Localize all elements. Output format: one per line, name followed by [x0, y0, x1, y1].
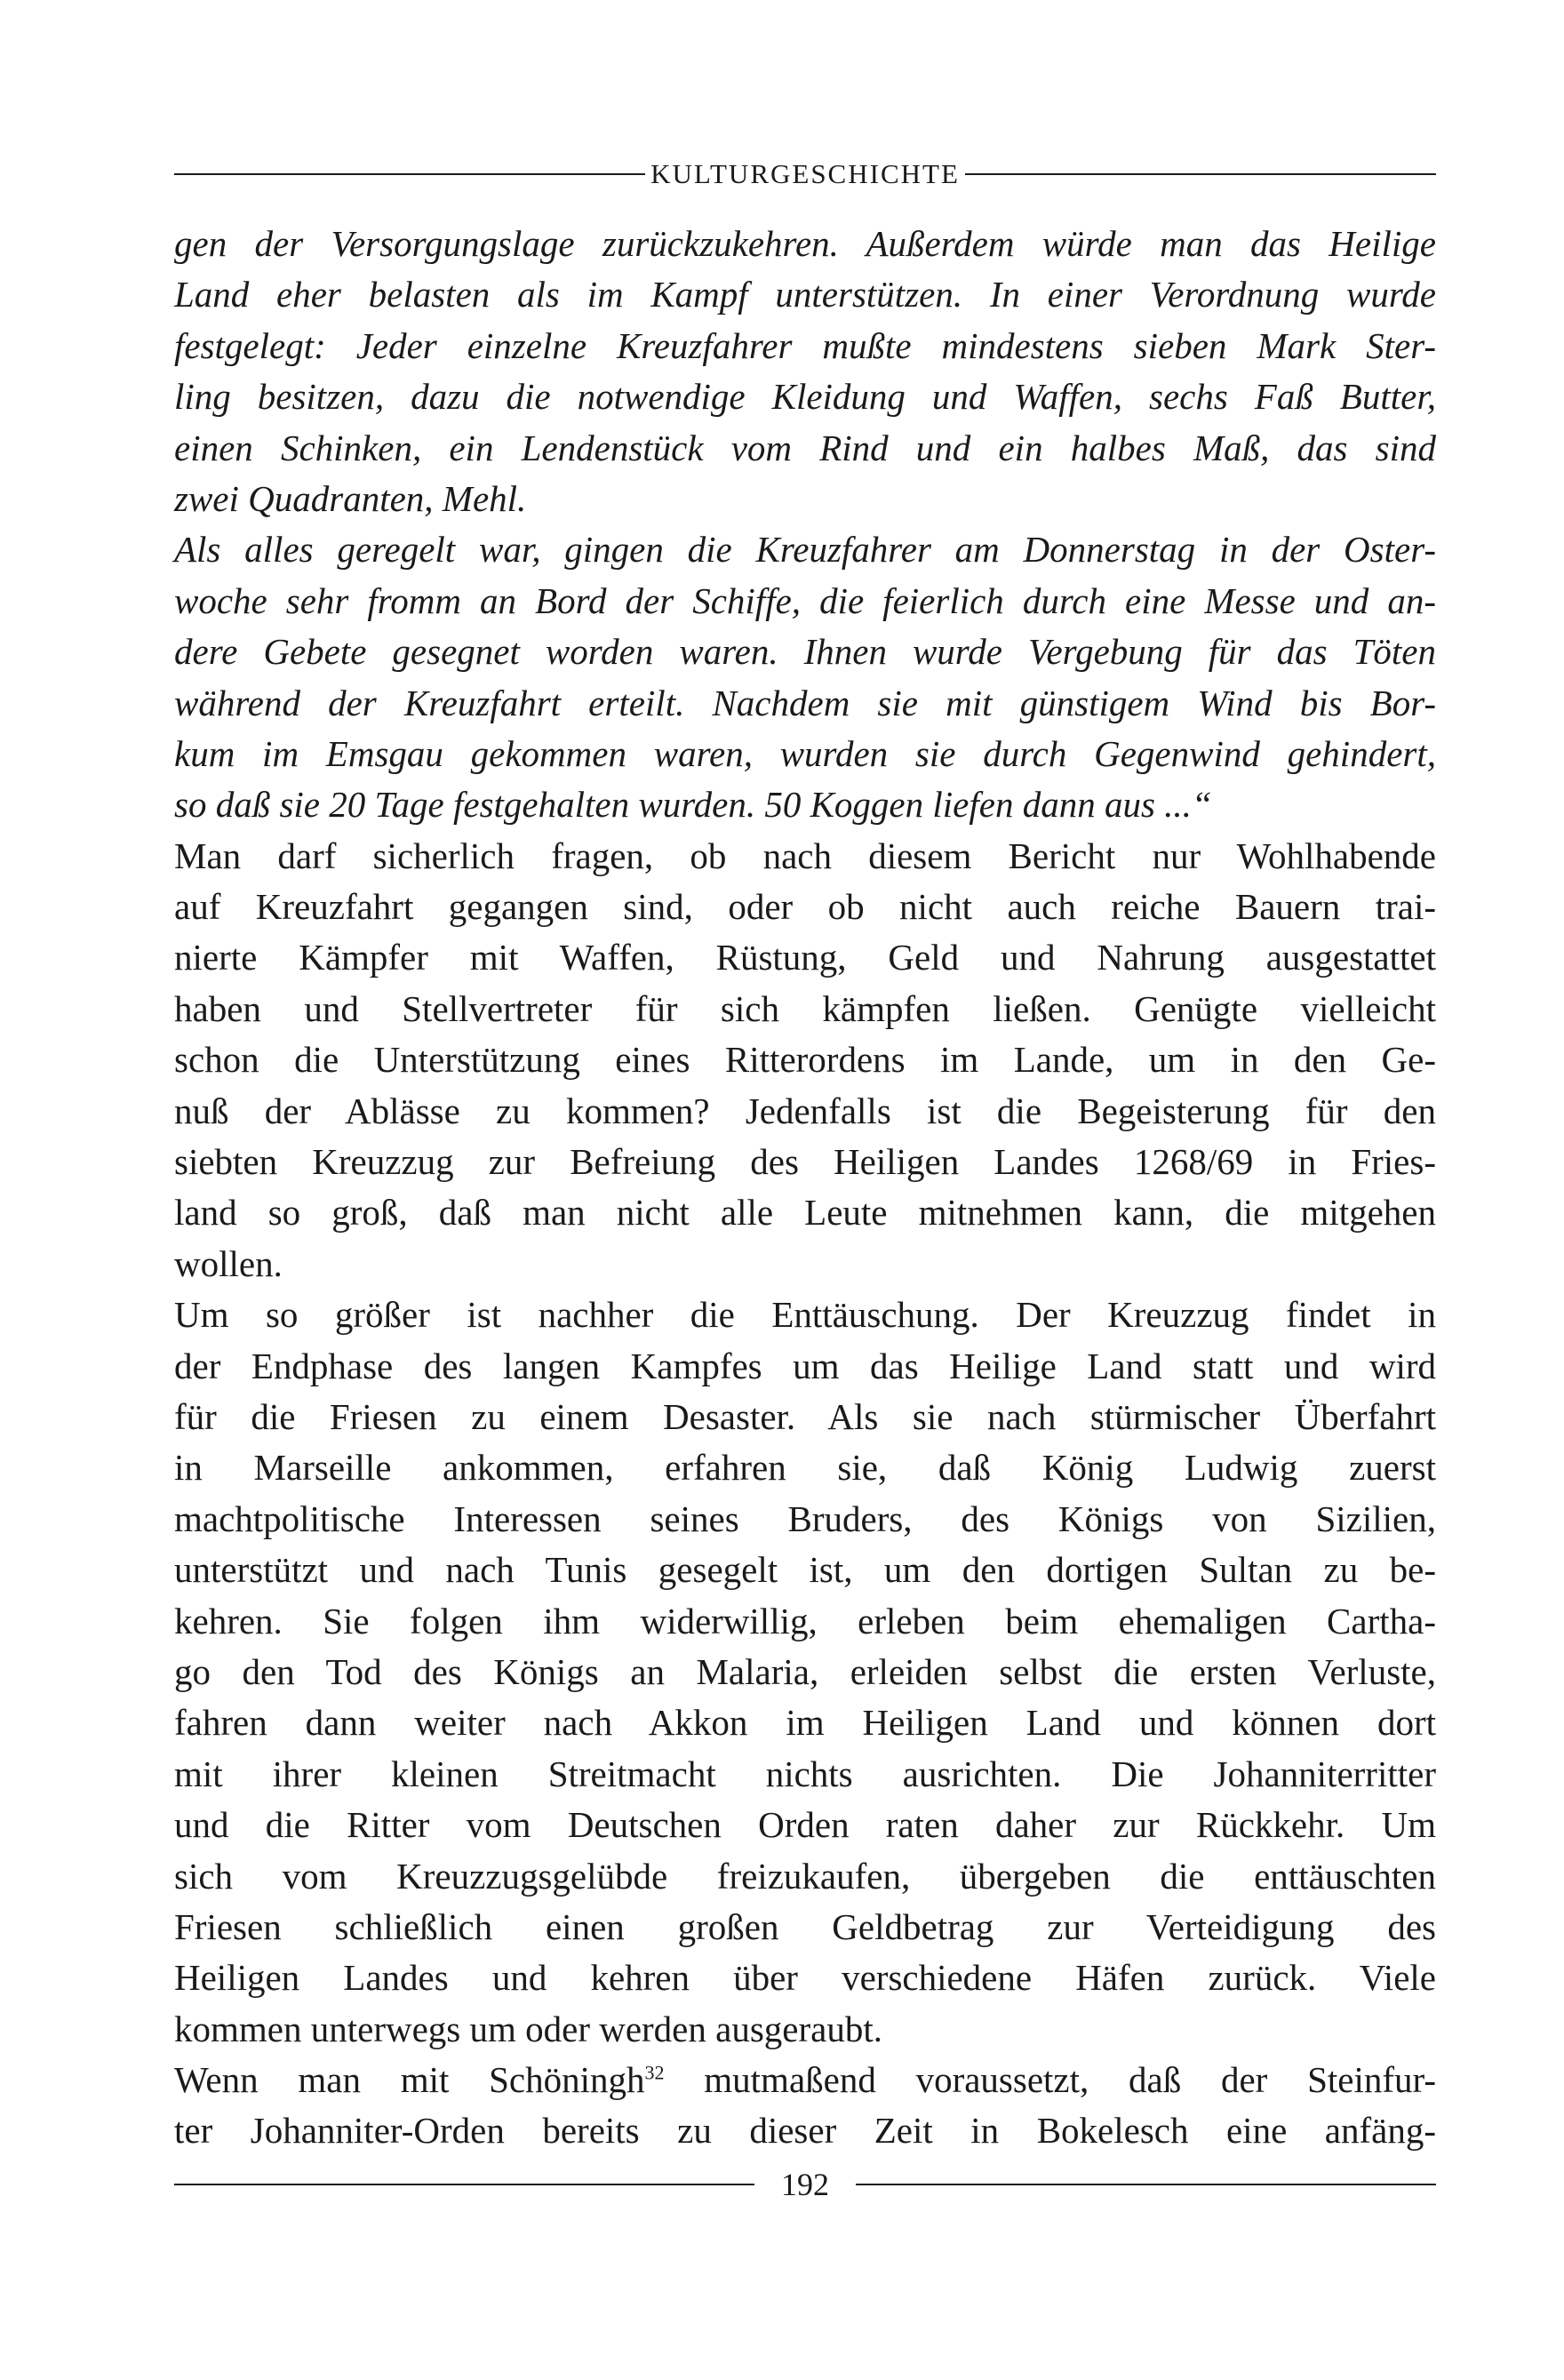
- quote-line: festgelegt: Jeder einzelne Kreuzfahrer mußte mindestens sieben Mark Ster-: [174, 324, 1436, 366]
- body-line: mit ihrer kleinen Streitmacht nichts ausrichten. Die Johanniterritter: [174, 1753, 1436, 1794]
- page-number: 192: [781, 2167, 829, 2202]
- body-line: wollen.: [174, 1242, 283, 1284]
- page-footer: [174, 2165, 1436, 2204]
- body-line: Friesen schließlich einen großen Geldbetrag zur Verteidigung des: [174, 1905, 1436, 1947]
- header-rule-left: [174, 173, 645, 175]
- quote-line: dere Gebete gesegnet worden waren. Ihnen wurde Vergebung für das Töten: [174, 631, 1436, 673]
- body-line: Man darf sicherlich fragen, ob nach diesem Bericht nur Wohlhabende: [174, 835, 1436, 876]
- body-text: [174, 219, 1436, 2157]
- body-line: fahren dann weiter nach Akkon im Heiligen Land und können dort: [174, 1702, 1436, 1744]
- body-line: siebten Kreuzzug zur Befreiung des Heiligen Landes 1268/69 in Fries-: [174, 1141, 1436, 1183]
- footer-rule-left: [174, 2184, 754, 2185]
- body-line-with-footnote: [174, 2055, 1436, 2105]
- quote-line: zwei Quadranten, Mehl.: [174, 477, 527, 519]
- body-paragraphs: [174, 831, 1436, 2157]
- section-title: KULTURGESCHICHTE: [650, 158, 960, 189]
- body-line: für die Friesen zu einem Desaster. Als sie nach stürmischer Überfahrt: [174, 1395, 1436, 1437]
- body-line: Heiligen Landes und kehren über verschiedene Häfen zurück. Viele: [174, 1957, 1436, 1999]
- quoted-passage: [174, 219, 1436, 831]
- quote-line: kum im Emsgau gekommen waren, wurden sie durch Gegenwind gehindert,: [174, 732, 1436, 774]
- quote-line: woche sehr fromm an Bord der Schiffe, die feierlich durch eine Messe und an-: [174, 579, 1436, 621]
- line-text-before-footnote: Wenn man mit Schöningh: [174, 2059, 645, 2101]
- body-line: nuß der Ablässe zu kommen? Jedenfalls ist die Begeisterung für den: [174, 1090, 1436, 1131]
- quote-line: während der Kreuzfahrt erteilt. Nachdem sie mit günstigem Wind bis Bor-: [174, 682, 1436, 723]
- body-line: schon die Unterstützung eines Ritterordens im Lande, um in den Ge-: [174, 1039, 1436, 1081]
- quote-line: einen Schinken, ein Lendenstück vom Rind und ein halbes Maß, das sind: [174, 427, 1436, 468]
- body-line: haben und Stellvertreter für sich kämpfen ließen. Genügte vielleicht: [174, 987, 1436, 1029]
- footnote-reference[interactable]: 32: [644, 2061, 665, 2084]
- body-line: in Marseille ankommen, erfahren sie, daß König Ludwig zuerst: [174, 1447, 1436, 1489]
- body-line: der Endphase des langen Kampfes um das Heilige Land statt und wird: [174, 1345, 1436, 1386]
- body-line: auf Kreuzfahrt gegangen sind, oder ob nicht auch reiche Bauern trai-: [174, 886, 1436, 928]
- quote-line: Als alles geregelt war, gingen die Kreuzfahrer am Donnerstag in der Oster-: [174, 529, 1436, 571]
- line-text-after-footnote: mutmaßend voraussetzt, daß der Steinfur-: [664, 2059, 1436, 2101]
- quote-line: so daß sie 20 Tage festgehalten wurden. 50 Koggen liefen dann aus ...“: [174, 784, 1212, 826]
- footer-rule-right: [856, 2184, 1436, 2185]
- body-line: land so groß, daß man nicht alle Leute mitnehmen kann, die mitgehen: [174, 1192, 1436, 1234]
- body-line: sich vom Kreuzzugsgelübde freizukaufen, übergeben die enttäuschten: [174, 1855, 1436, 1897]
- running-head: [174, 156, 1436, 192]
- body-line: kehren. Sie folgen ihm widerwillig, erleben beim ehemaligen Cartha-: [174, 1600, 1436, 1641]
- quote-line: gen der Versorgungslage zurückzukehren. Außerdem würde man das Heilige: [174, 223, 1436, 264]
- body-line: unterstützt und nach Tunis gesegelt ist, um den dortigen Sultan zu be-: [174, 1549, 1436, 1591]
- body-line: nierte Kämpfer mit Waffen, Rüstung, Geld und Nahrung ausgestattet: [174, 937, 1436, 978]
- body-line: Um so größer ist nachher die Enttäuschung. Der Kreuzzug findet in: [174, 1294, 1436, 1336]
- body-line: go den Tod des Königs an Malaria, erleiden selbst die ersten Verluste,: [174, 1650, 1436, 1692]
- body-line: ter Johanniter-Orden bereits zu dieser Zeit in Bokelesch eine anfäng-: [174, 2110, 1436, 2152]
- body-line: machtpolitische Interessen seines Bruders, des Königs von Sizilien,: [174, 1497, 1436, 1539]
- header-rule-right: [965, 173, 1436, 175]
- body-line: und die Ritter vom Deutschen Orden raten daher zur Rückkehr. Um: [174, 1804, 1436, 1846]
- quote-line: ling besitzen, dazu die notwendige Kleidung und Waffen, sechs Faß Butter,: [174, 376, 1436, 418]
- quote-line: Land eher belasten als im Kampf unterstützen. In einer Verordnung wurde: [174, 274, 1436, 315]
- body-line: kommen unterwegs um oder werden ausgeraubt.: [174, 2008, 882, 2049]
